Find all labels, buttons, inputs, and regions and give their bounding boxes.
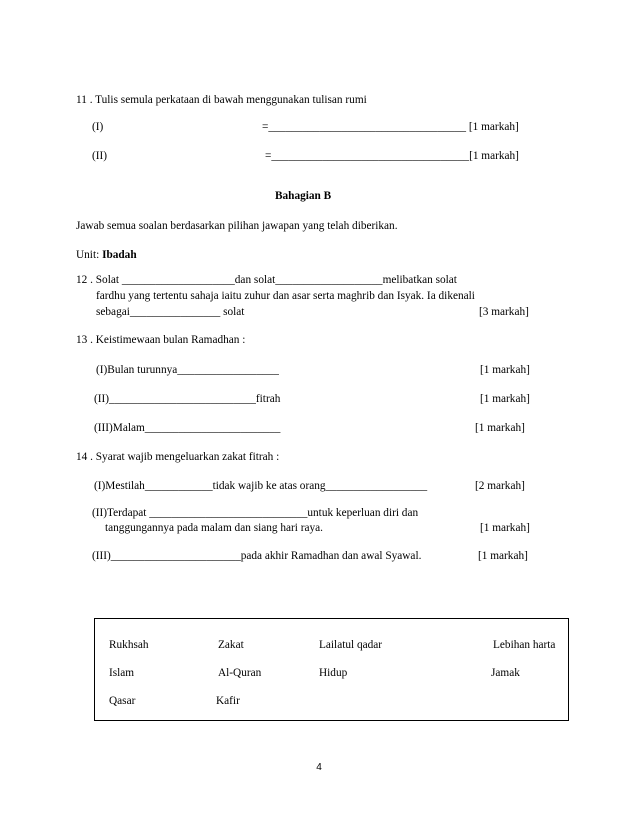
q14-iii-marks: [1 markah] <box>478 550 528 562</box>
word-bank-item: Lailatul qadar <box>319 639 383 651</box>
q14-i-item[interactable]: (I)Mestilah____________tidak wajib ke atas orang__________________ <box>94 480 428 492</box>
q14-i-marks: [2 markah] <box>475 480 525 492</box>
section-b-instruction: Jawab semua soalan berdasarkan pilihan jawapan yang telah diberikan. <box>76 220 398 232</box>
q14-ii-item-line-1[interactable]: (II)Terdapat ____________________________untuk keperluan diri dan <box>92 507 419 519</box>
unit-line <box>76 248 137 262</box>
q14-iii-item[interactable]: (III)_______________________pada akhir Ramadhan dan awal Syawal. <box>92 550 422 562</box>
q14-ii-item-line-2: tanggungannya pada malam dan siang hari raya. <box>105 522 324 534</box>
word-bank-item: Jamak <box>491 667 520 679</box>
q14-ii-marks: [1 markah] <box>480 522 530 534</box>
q13-text: 13 . Keistimewaan bulan Ramadhan : <box>76 334 246 346</box>
q12-line-2: fardhu yang tertentu sahaja iaitu zuhur dan asar serta maghrib dan Isyak. Ia dikenali <box>96 290 475 302</box>
q13-ii-item[interactable]: (II)__________________________fitrah <box>94 393 281 405</box>
q13-i-marks: [1 markah] <box>480 364 530 376</box>
q13-i-item[interactable]: (I)Bulan turunnya__________________ <box>96 364 279 376</box>
word-bank-item: Qasar <box>109 695 136 707</box>
q12-line-1[interactable]: 12 . Solat ____________________dan solat___________________melibatkan solat <box>76 274 457 286</box>
q11-ii-label: (II) <box>92 150 108 162</box>
word-bank-item: Zakat <box>218 639 244 651</box>
q11-i-label: (I) <box>92 121 104 133</box>
q11-ii-answer-blank[interactable]: =___________________________________[1 markah] <box>265 150 519 162</box>
q12-marks: [3 markah] <box>479 306 529 318</box>
q14-text: 14 . Syarat wajib mengeluarkan zakat fitrah : <box>76 451 280 463</box>
word-bank-item: Rukhsah <box>109 639 149 651</box>
q11-text: 11 . Tulis semula perkataan di bawah menggunakan tulisan rumi <box>76 94 367 106</box>
word-bank-item: Kafir <box>216 695 240 707</box>
q11-i-answer-blank[interactable]: =___________________________________ [1 markah] <box>262 121 519 133</box>
page-number: 4 <box>316 762 322 773</box>
q12-line-3[interactable]: sebagai________________ solat <box>96 306 245 318</box>
section-b-title: Bahagian B <box>275 190 332 202</box>
unit-label: Unit: <box>76 249 100 261</box>
unit-name: Ibadah <box>102 249 137 261</box>
word-bank-item: Lebihan harta <box>493 639 556 651</box>
q13-ii-marks: [1 markah] <box>480 393 530 405</box>
q13-iii-item[interactable]: (III)Malam________________________ <box>94 422 281 434</box>
word-bank-item: Al-Quran <box>218 667 262 679</box>
q13-iii-marks: [1 markah] <box>475 422 525 434</box>
word-bank-item: Islam <box>109 667 135 679</box>
word-bank-item: Hidup <box>319 667 348 679</box>
